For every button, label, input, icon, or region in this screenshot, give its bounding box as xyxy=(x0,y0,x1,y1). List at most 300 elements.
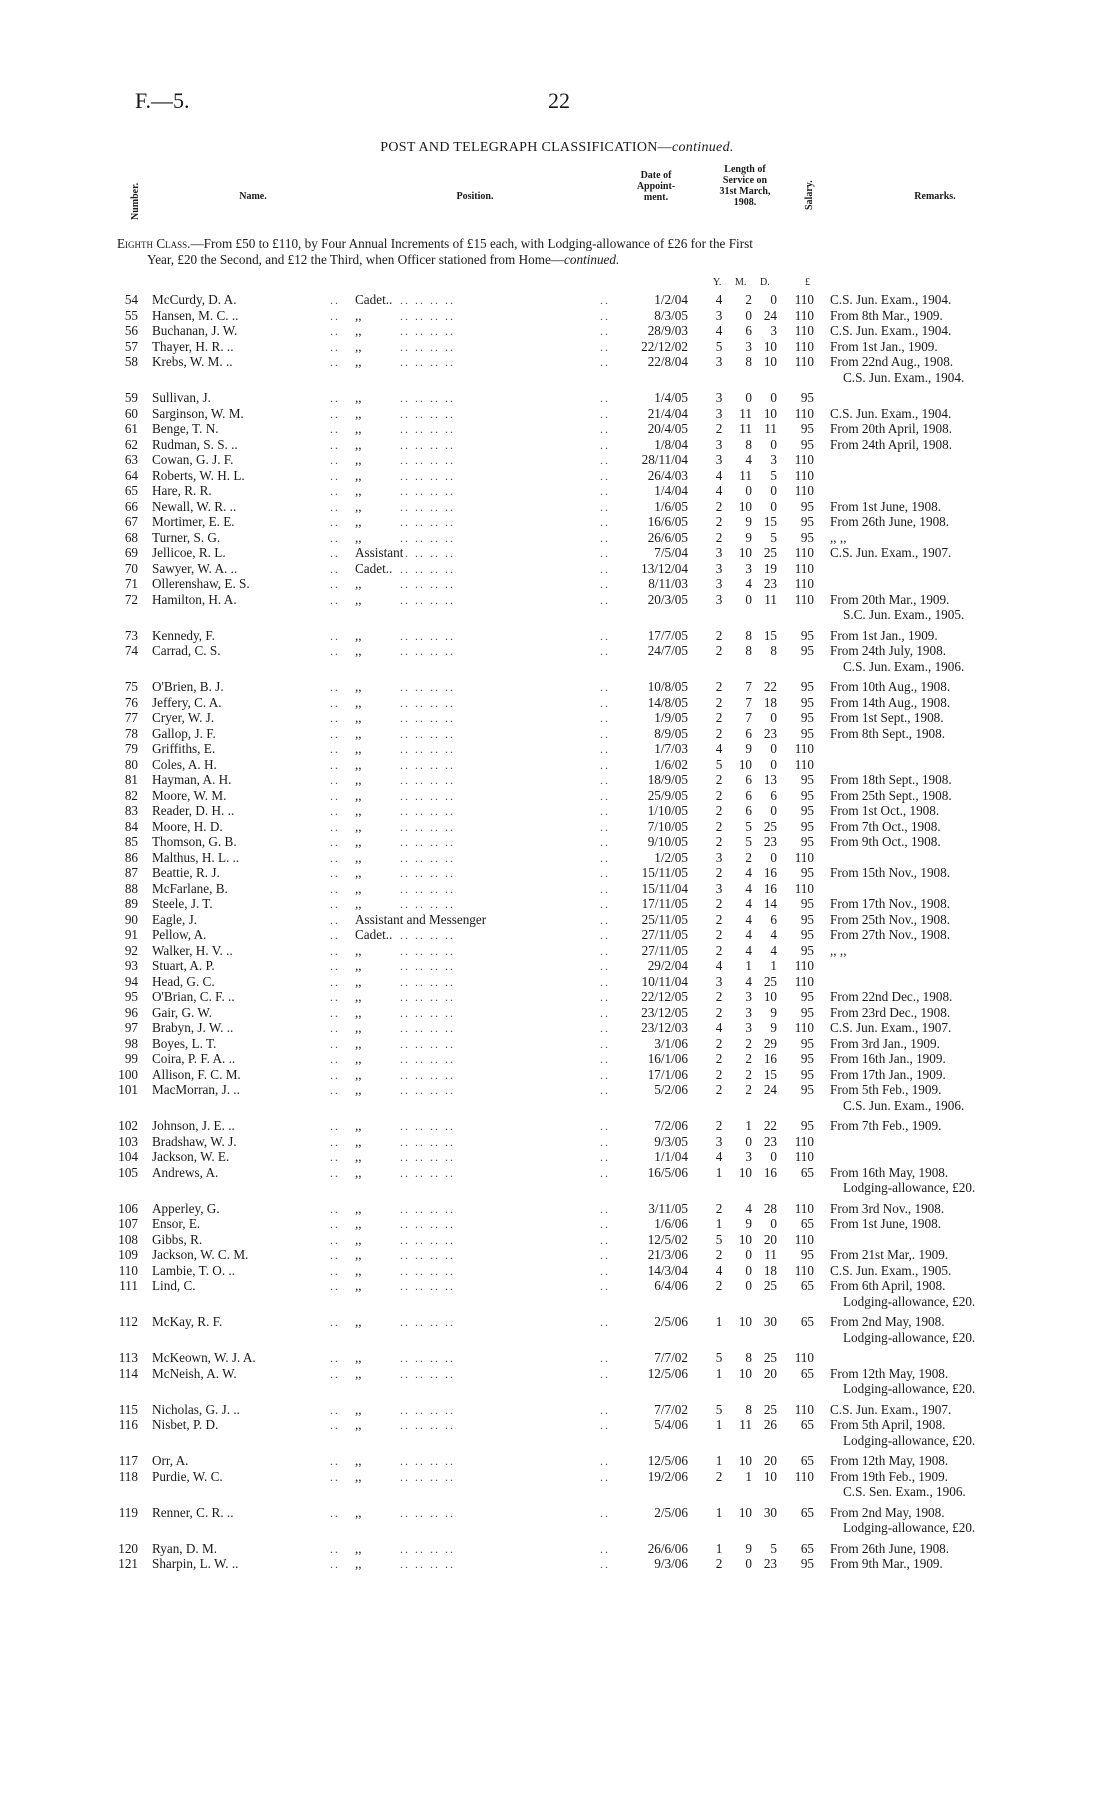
row-service-years: 4 xyxy=(715,323,723,338)
row-position: ,, xyxy=(355,756,362,772)
leader-dots: .. .. .. .. xyxy=(400,1557,455,1571)
leader-dots: .. xyxy=(330,1248,340,1262)
row-remarks: From 7th Oct., 1908. xyxy=(830,818,941,834)
row-service-years: 3 xyxy=(715,436,723,452)
row-service-days: 18 xyxy=(763,1262,777,1278)
row-service-days: 14 xyxy=(763,896,777,911)
row-service-days: 30 xyxy=(763,1504,777,1520)
row-salary: 95 xyxy=(800,772,814,787)
row-service-years: 3 xyxy=(715,560,723,576)
leader-dots: .. xyxy=(330,850,340,865)
row-appointment-date: 1/9/05 xyxy=(654,710,688,725)
column-header-position: Position. xyxy=(456,191,494,202)
row-service-days: 5 xyxy=(770,467,777,483)
row-salary: 65 xyxy=(800,1365,814,1381)
table-row xyxy=(0,1201,1114,1217)
row-service-years: 2 xyxy=(715,1051,723,1066)
row-salary: 110 xyxy=(794,323,814,338)
row-name: Sarginson, W. M. xyxy=(152,405,244,421)
row-remarks-continued: C.S. Sen. Exam., 1906. xyxy=(843,1484,966,1499)
leader-dots: .. xyxy=(600,1454,610,1468)
table-row xyxy=(0,1051,1114,1067)
row-service-months: 10 xyxy=(738,756,752,772)
row-service-months: 1 xyxy=(745,958,752,973)
leader-dots: .. xyxy=(330,1217,340,1231)
row-service-days: 13 xyxy=(763,772,777,787)
row-number: 62 xyxy=(124,436,138,452)
leader-dots: .. xyxy=(330,546,340,560)
row-salary: 110 xyxy=(794,576,814,591)
leader-dots: .. xyxy=(600,1052,610,1066)
row-appointment-date: 12/5/02 xyxy=(647,1231,688,1247)
row-service-years: 5 xyxy=(715,756,723,772)
row-number: 94 xyxy=(124,973,138,989)
row-appointment-date: 20/3/05 xyxy=(647,591,688,607)
row-remarks: From 5th Feb., 1909. xyxy=(830,1082,942,1097)
row-remarks: From 20th Mar., 1909. xyxy=(830,591,950,607)
row-service-days: 20 xyxy=(763,1453,777,1468)
row-service-days: 0 xyxy=(770,756,777,772)
leader-dots: .. xyxy=(600,1201,610,1216)
row-salary: 65 xyxy=(800,1278,814,1293)
row-appointment-date: 2/5/06 xyxy=(654,1314,688,1329)
row-appointment-date: 23/12/03 xyxy=(641,1020,688,1035)
table-row xyxy=(0,1350,1114,1366)
leader-dots: .. xyxy=(600,546,610,560)
row-number: 106 xyxy=(118,1200,138,1216)
table-row xyxy=(0,1314,1114,1330)
row-service-months: 0 xyxy=(745,1247,752,1262)
leader-dots: .. xyxy=(600,577,610,591)
row-remarks-continued: Lodging-allowance, £20. xyxy=(843,1432,976,1448)
row-remarks: From 3rd Jan., 1909. xyxy=(830,1035,940,1051)
row-name: Buchanan, J. W. xyxy=(152,323,238,338)
row-salary: 65 xyxy=(800,1164,814,1180)
table-row xyxy=(0,1263,1114,1279)
leader-dots: .. .. .. .. xyxy=(400,628,455,643)
table-row xyxy=(0,1505,1114,1521)
row-name: Head, G. C. xyxy=(152,973,215,989)
row-remarks: From 1st June, 1908. xyxy=(830,1216,941,1231)
row-service-months: 4 xyxy=(745,865,752,880)
row-service-years: 2 xyxy=(715,679,723,694)
document-reference: F.—5. xyxy=(135,88,190,113)
row-remarks-continued: S.C. Jun. Exam., 1905. xyxy=(843,607,965,622)
leader-dots: .. .. .. .. xyxy=(400,577,455,591)
leader-dots: .. xyxy=(330,515,340,529)
row-number: 82 xyxy=(124,787,138,803)
row-salary: 95 xyxy=(800,818,814,834)
row-position: ,, xyxy=(355,1231,362,1247)
row-service-months: 9 xyxy=(745,741,752,756)
row-salary: 110 xyxy=(794,1020,814,1035)
leader-dots: .. xyxy=(330,757,340,772)
row-position: ,, xyxy=(355,307,362,323)
row-service-days: 8 xyxy=(770,643,777,658)
leader-dots: .. .. .. .. xyxy=(400,1201,455,1216)
leader-dots: .. xyxy=(330,1005,340,1020)
row-salary: 110 xyxy=(794,1149,814,1164)
row-remarks: From 9th Mar., 1909. xyxy=(830,1556,943,1571)
row-name: Jeffery, C. A. xyxy=(152,694,222,710)
row-name: Cryer, W. J. xyxy=(152,710,215,725)
row-name: Orr, A. xyxy=(152,1453,189,1468)
leader-dots: .. .. .. .. xyxy=(400,546,455,560)
row-service-years: 2 xyxy=(715,1278,723,1293)
row-service-days: 0 xyxy=(770,741,777,756)
row-service-months: 4 xyxy=(745,911,752,927)
row-salary: 95 xyxy=(800,514,814,529)
row-remarks: From 24th July, 1908. xyxy=(830,643,947,658)
row-remarks: ,, ,, xyxy=(830,529,847,545)
row-service-days: 18 xyxy=(763,694,777,710)
table-row xyxy=(0,1216,1114,1232)
leader-dots: .. .. .. .. xyxy=(400,484,455,498)
row-service-months: 1 xyxy=(745,1468,752,1484)
row-number: 96 xyxy=(124,1004,138,1020)
leader-dots: .. .. .. .. xyxy=(400,1454,455,1468)
row-service-years: 2 xyxy=(715,514,723,529)
leader-dots: .. .. .. .. xyxy=(400,1279,455,1293)
row-remarks: C.S. Jun. Exam., 1907. xyxy=(830,1020,952,1035)
leader-dots: .. .. .. .. xyxy=(400,1351,455,1365)
leader-dots: .. xyxy=(330,835,340,849)
row-service-months: 8 xyxy=(745,643,752,658)
row-service-days: 4 xyxy=(770,942,777,958)
row-service-years: 4 xyxy=(715,1149,723,1164)
row-salary: 95 xyxy=(800,1051,814,1066)
row-name: Eagle, J. xyxy=(152,911,198,927)
row-service-days: 11 xyxy=(764,421,777,436)
row-service-years: 3 xyxy=(715,849,723,865)
row-remarks: From 6th April, 1908. xyxy=(830,1278,946,1293)
leader-dots: .. xyxy=(600,928,610,942)
table-row xyxy=(0,772,1114,788)
leader-dots: .. xyxy=(330,1351,340,1365)
row-remarks: From 1st Jan., 1909. xyxy=(830,338,938,354)
row-appointment-date: 7/7/02 xyxy=(654,1350,688,1365)
row-appointment-date: 1/2/05 xyxy=(654,849,688,865)
row-service-months: 4 xyxy=(745,452,752,467)
row-position: ,, xyxy=(355,803,362,818)
row-number: 71 xyxy=(124,576,138,591)
row-name: Hamilton, H. A. xyxy=(152,591,237,607)
row-appointment-date: 1/2/04 xyxy=(654,292,688,307)
row-service-days: 28 xyxy=(763,1200,777,1216)
row-number: 107 xyxy=(118,1216,138,1231)
date-header-line: Appoint- xyxy=(636,181,676,192)
table-row xyxy=(0,499,1114,515)
row-salary: 110 xyxy=(794,1468,814,1484)
row-service-days: 6 xyxy=(770,911,777,927)
table-row xyxy=(0,1165,1114,1181)
row-remarks: From 26th June, 1908. xyxy=(830,1540,950,1556)
leader-dots: .. xyxy=(600,1232,610,1247)
row-service-years: 4 xyxy=(715,741,723,756)
row-number: 103 xyxy=(118,1133,138,1149)
leader-dots: .. xyxy=(330,959,340,973)
row-number: 86 xyxy=(124,849,138,865)
leader-dots: .. xyxy=(330,1454,340,1468)
row-salary: 110 xyxy=(794,849,814,865)
row-position: ,, xyxy=(355,1365,362,1381)
table-row xyxy=(0,927,1114,943)
row-appointment-date: 5/4/06 xyxy=(654,1417,688,1432)
row-position: ,, xyxy=(355,818,362,834)
leader-dots: .. xyxy=(330,1315,340,1329)
row-appointment-date: 1/6/02 xyxy=(654,756,688,772)
row-number: 57 xyxy=(124,338,138,354)
leader-dots: .. xyxy=(330,1418,340,1432)
table-row xyxy=(0,483,1114,499)
leader-dots: .. xyxy=(330,1165,340,1180)
row-remarks: From 10th Aug., 1908. xyxy=(830,679,951,694)
leader-dots: .. .. .. .. xyxy=(400,835,455,849)
table-row xyxy=(0,545,1114,561)
row-service-years: 1 xyxy=(715,1504,723,1520)
table-row xyxy=(0,406,1114,422)
row-service-days: 16 xyxy=(763,865,777,880)
leader-dots: .. xyxy=(330,773,340,787)
leader-dots: .. xyxy=(330,1232,340,1247)
row-number: 98 xyxy=(124,1035,138,1051)
row-appointment-date: 8/9/05 xyxy=(654,725,688,741)
leader-dots: .. xyxy=(600,959,610,973)
row-appointment-date: 26/6/05 xyxy=(647,529,688,545)
row-salary: 95 xyxy=(800,865,814,880)
leader-dots: .. .. .. .. xyxy=(400,1418,455,1432)
leader-dots: .. xyxy=(330,530,340,545)
leader-dots: .. xyxy=(330,324,340,338)
row-appointment-date: 6/4/06 xyxy=(654,1278,688,1293)
leader-dots: .. xyxy=(330,1134,340,1149)
row-service-years: 2 xyxy=(715,818,723,834)
row-position: ,, xyxy=(355,694,362,710)
leader-dots: .. xyxy=(600,437,610,452)
leader-dots: .. xyxy=(330,943,340,958)
row-position: ,, xyxy=(355,1417,362,1432)
table-row xyxy=(0,292,1114,308)
table-row xyxy=(0,834,1114,850)
title-suffix: continued. xyxy=(671,140,734,155)
row-service-months: 3 xyxy=(745,560,752,576)
row-service-months: 7 xyxy=(745,679,752,694)
table-row xyxy=(0,1556,1114,1572)
row-appointment-date: 19/2/06 xyxy=(647,1468,688,1484)
row-service-days: 29 xyxy=(763,1035,777,1051)
row-name: Steele, J. T. xyxy=(152,896,213,911)
row-service-months: 3 xyxy=(745,1020,752,1035)
row-salary: 65 xyxy=(800,1417,814,1432)
row-service-months: 2 xyxy=(745,1051,752,1066)
leader-dots: .. .. .. .. xyxy=(400,1541,455,1556)
table-row xyxy=(0,1469,1114,1485)
row-service-days: 0 xyxy=(770,1216,777,1231)
row-service-days: 15 xyxy=(763,627,777,643)
row-service-years: 2 xyxy=(715,1035,723,1051)
row-salary: 110 xyxy=(794,973,814,989)
row-name: Mortimer, E. E. xyxy=(152,514,235,529)
leader-dots: .. xyxy=(330,974,340,989)
row-service-days: 22 xyxy=(763,1118,777,1133)
row-position: ,, xyxy=(355,973,362,989)
leader-dots: .. .. .. .. xyxy=(400,1083,455,1097)
leader-dots: .. xyxy=(330,391,340,405)
row-remarks-continued: Lodging-allowance, £20. xyxy=(843,1180,976,1195)
row-service-years: 2 xyxy=(715,772,723,787)
row-number: 111 xyxy=(119,1278,138,1293)
row-name: Coles, A. H. xyxy=(152,756,217,772)
row-service-months: 0 xyxy=(745,307,752,323)
leader-dots: .. .. .. .. xyxy=(400,1366,455,1381)
row-salary: 95 xyxy=(800,942,814,958)
row-service-days: 23 xyxy=(763,576,777,591)
unit-days: D. xyxy=(760,277,770,288)
row-position: ,, xyxy=(355,1133,362,1149)
leader-dots: .. xyxy=(600,499,610,514)
row-appointment-date: 14/8/05 xyxy=(647,694,688,710)
row-service-months: 9 xyxy=(745,1540,752,1556)
row-service-years: 2 xyxy=(715,1200,723,1216)
row-service-months: 8 xyxy=(745,1401,752,1417)
row-name: Ollerenshaw, E. S. xyxy=(152,576,250,591)
row-salary: 65 xyxy=(800,1314,814,1329)
row-service-years: 1 xyxy=(715,1453,723,1468)
row-number: 114 xyxy=(118,1365,138,1381)
row-position: ,, xyxy=(355,1216,362,1231)
row-name: Jackson, W. C. M. xyxy=(152,1247,249,1262)
row-remarks-continued: C.S. Jun. Exam., 1904. xyxy=(843,369,965,385)
leader-dots: .. .. .. .. xyxy=(400,1005,455,1020)
row-service-months: 4 xyxy=(745,880,752,896)
leader-dots: .. xyxy=(330,406,340,421)
leader-dots: .. xyxy=(330,1366,340,1381)
row-position: ,, xyxy=(355,591,362,607)
row-appointment-date: 7/2/06 xyxy=(654,1118,688,1133)
row-remarks: From 26th June, 1908. xyxy=(830,514,950,529)
row-service-days: 23 xyxy=(763,725,777,741)
row-position: ,, xyxy=(355,1082,362,1097)
table-row xyxy=(0,1082,1114,1098)
row-number: 102 xyxy=(118,1118,138,1133)
row-service-months: 11 xyxy=(739,1417,752,1432)
row-name: McCurdy, D. A. xyxy=(152,292,237,307)
leader-dots: .. .. .. .. xyxy=(400,515,455,529)
row-salary: 110 xyxy=(794,1401,814,1417)
row-remarks: C.S. Jun. Exam., 1904. xyxy=(830,292,952,307)
row-appointment-date: 24/7/05 xyxy=(647,643,688,658)
row-name: Bradshaw, W. J. xyxy=(152,1133,237,1149)
table-row xyxy=(0,530,1114,546)
class-description xyxy=(117,236,1007,268)
row-remarks: From 22nd Dec., 1908. xyxy=(830,989,953,1004)
table-row xyxy=(0,421,1114,437)
leader-dots: .. xyxy=(600,726,610,741)
leader-dots: .. .. .. .. xyxy=(400,592,455,607)
leader-dots: .. xyxy=(600,695,610,710)
row-position: ,, xyxy=(355,1004,362,1020)
row-service-years: 2 xyxy=(715,421,723,436)
row-position: ,, xyxy=(355,958,362,973)
leader-dots: .. xyxy=(600,804,610,818)
row-service-days: 20 xyxy=(763,1231,777,1247)
leader-dots: .. xyxy=(600,324,610,338)
row-position: ,, xyxy=(355,1468,362,1484)
leader-dots: .. xyxy=(330,1067,340,1082)
row-number: 91 xyxy=(124,927,138,942)
row-service-years: 3 xyxy=(715,307,723,323)
leader-dots: .. xyxy=(600,391,610,405)
row-number: 85 xyxy=(124,834,138,849)
leader-dots: .. xyxy=(600,355,610,369)
leader-dots: .. .. .. .. xyxy=(400,530,455,545)
row-number: 110 xyxy=(118,1262,138,1278)
row-service-months: 0 xyxy=(745,1262,752,1278)
row-name: Carrad, C. S. xyxy=(152,643,221,658)
leader-dots: .. xyxy=(600,757,610,772)
row-appointment-date: 3/11/05 xyxy=(648,1200,688,1216)
row-remarks: From 17th Nov., 1908. xyxy=(830,896,951,911)
row-service-months: 4 xyxy=(745,576,752,591)
row-remarks-continued: Lodging-allowance, £20. xyxy=(843,1520,976,1535)
row-service-years: 3 xyxy=(715,405,723,421)
leader-dots: .. xyxy=(330,1052,340,1066)
table-row xyxy=(0,958,1114,974)
row-service-months: 4 xyxy=(745,1200,752,1216)
row-name: O'Brien, B. J. xyxy=(152,679,224,694)
row-appointment-date: 9/3/05 xyxy=(654,1133,688,1149)
row-remarks: From 7th Feb., 1909. xyxy=(830,1118,942,1133)
leader-dots: .. .. .. .. xyxy=(400,773,455,787)
row-appointment-date: 1/8/04 xyxy=(654,436,688,452)
leader-dots: .. xyxy=(330,711,340,725)
row-service-months: 10 xyxy=(738,1314,752,1329)
row-service-days: 10 xyxy=(763,338,777,354)
row-salary: 110 xyxy=(794,483,814,498)
row-service-days: 0 xyxy=(770,803,777,818)
row-position: ,, xyxy=(355,1504,362,1520)
row-service-years: 4 xyxy=(715,467,723,483)
service-header-line: 31st March, xyxy=(719,186,771,197)
row-name: MacMorran, J. .. xyxy=(152,1082,240,1097)
table-row xyxy=(0,788,1114,804)
leader-dots: .. xyxy=(600,293,610,307)
table-row xyxy=(0,1232,1114,1248)
row-service-days: 19 xyxy=(763,560,777,576)
row-name: Cowan, G. J. F. xyxy=(152,452,234,467)
row-service-months: 0 xyxy=(745,390,752,405)
row-name: Beattie, R. J. xyxy=(152,865,220,880)
row-service-months: 6 xyxy=(745,725,752,741)
row-number: 95 xyxy=(124,989,138,1004)
row-service-months: 8 xyxy=(745,627,752,643)
table-row xyxy=(0,1541,1114,1557)
row-service-days: 10 xyxy=(763,1468,777,1484)
row-service-years: 1 xyxy=(715,1365,723,1381)
table-row xyxy=(0,1134,1114,1150)
row-service-months: 10 xyxy=(738,1453,752,1468)
leader-dots: .. .. .. .. xyxy=(400,1119,455,1133)
row-number: 120 xyxy=(118,1540,138,1556)
row-service-years: 3 xyxy=(715,1133,723,1149)
leader-dots: .. xyxy=(330,339,340,354)
row-appointment-date: 15/11/04 xyxy=(641,880,688,896)
leader-dots: .. xyxy=(600,1418,610,1432)
leader-dots: .. .. .. .. xyxy=(400,804,455,818)
class-description-line1: —From £50 to £110, by Four Annual Increments of £15 each, with Lodging-allowance of £26 for the First xyxy=(190,236,753,251)
leader-dots: .. xyxy=(600,1067,610,1082)
row-service-years: 3 xyxy=(715,390,723,405)
